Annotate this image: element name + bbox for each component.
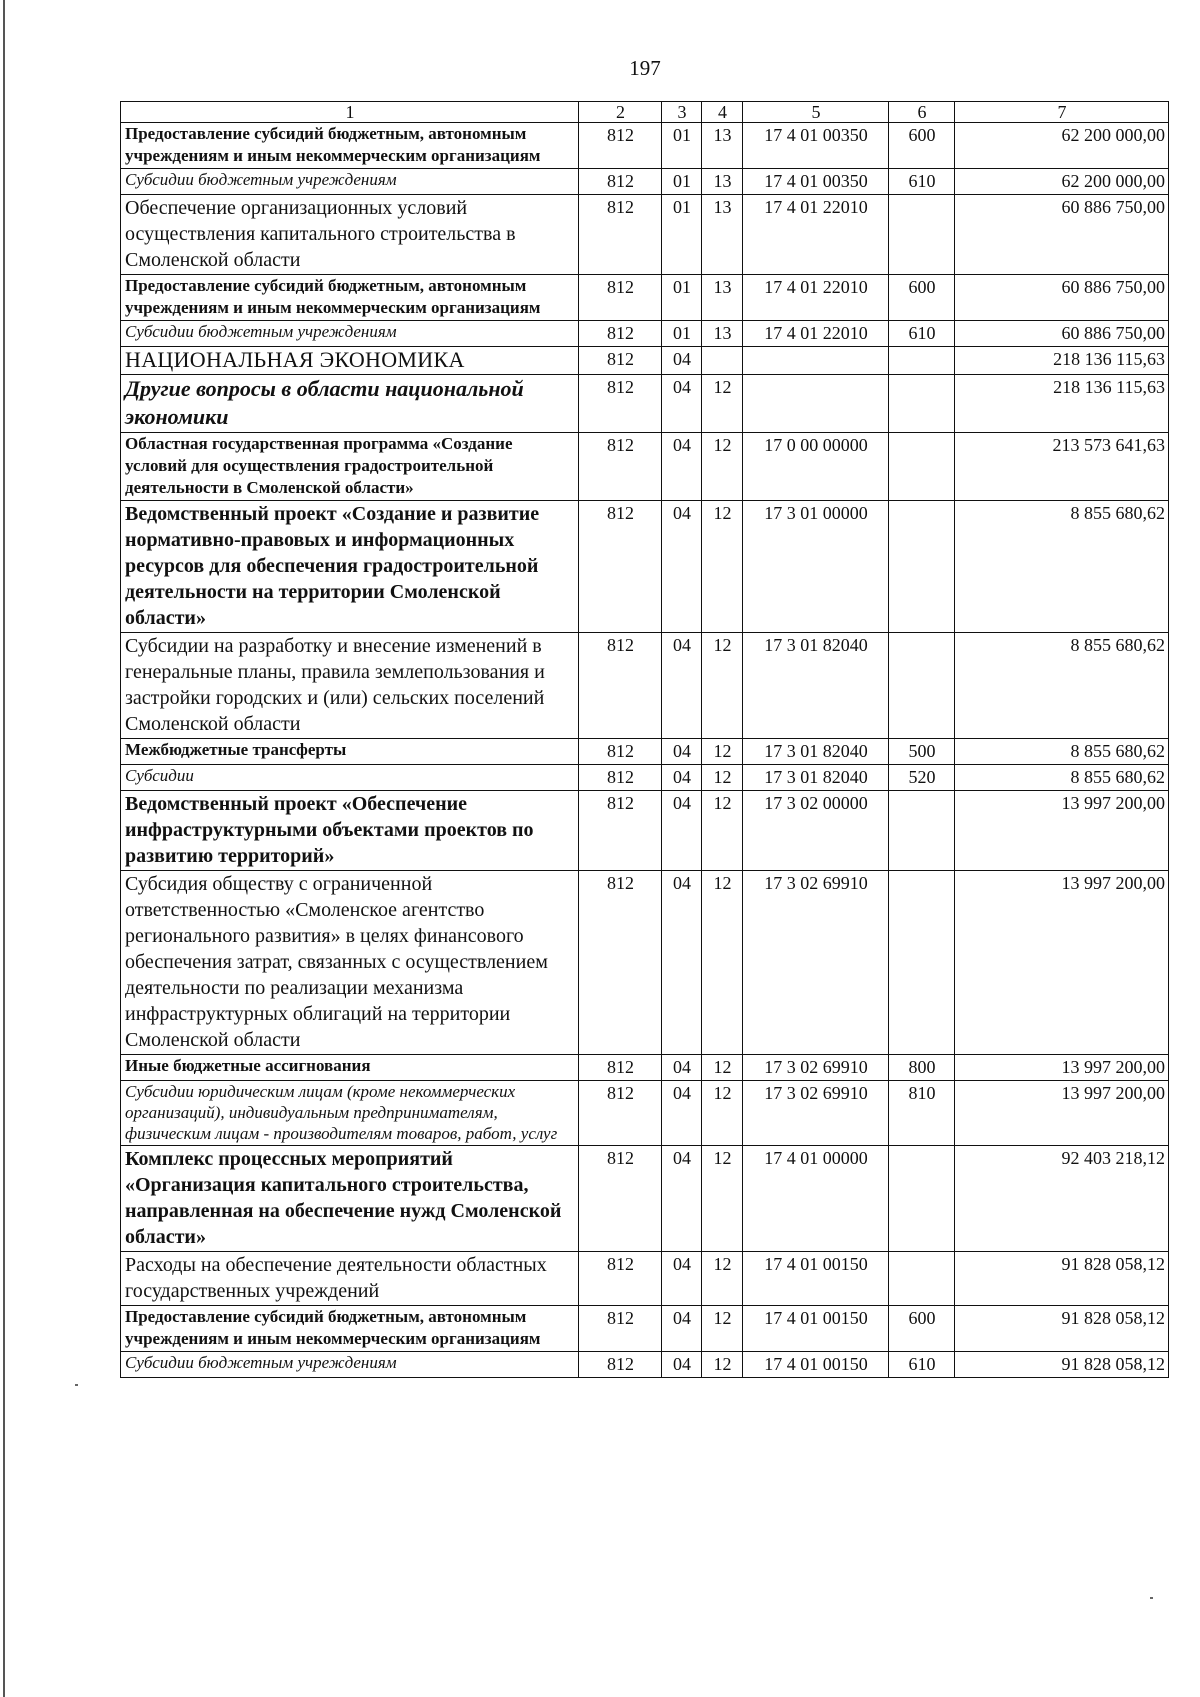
- code-vr-cell: [889, 347, 955, 375]
- amount-cell: 62 200 000,00: [955, 169, 1169, 195]
- code-csr-cell: 17 4 01 00350: [743, 123, 889, 169]
- code-gr-cell: 812: [579, 275, 662, 321]
- code-gr-cell: 812: [579, 195, 662, 275]
- code-gr-cell: 812: [579, 791, 662, 871]
- table-row: [121, 123, 1169, 169]
- code-gr-cell: 812: [579, 739, 662, 765]
- code-gr-cell: 812: [579, 123, 662, 169]
- amount-cell: 213 573 641,63: [955, 433, 1169, 501]
- code-gr-cell: 812: [579, 1352, 662, 1378]
- amount-cell: 91 828 058,12: [955, 1252, 1169, 1306]
- code-pr-cell: 12: [702, 1055, 743, 1081]
- code-vr-cell: 600: [889, 123, 955, 169]
- code-pr-cell: 12: [702, 375, 743, 433]
- code-rz-cell: 04: [662, 791, 702, 871]
- amount-cell: 8 855 680,62: [955, 501, 1169, 633]
- code-pr-cell: 12: [702, 1306, 743, 1352]
- code-gr-cell: 812: [579, 501, 662, 633]
- amount-cell: 92 403 218,12: [955, 1146, 1169, 1252]
- code-pr-cell: 12: [702, 1081, 743, 1146]
- item-name-cell: Субсидия обществу с ограниченной ответственностью «Смоленское агентство регионального развития» в целях финансового обеспечения затрат, связанных с осуществлением деятельности по реализации механизма инфраструктурных облигаций на территории Смоленской области: [121, 871, 579, 1055]
- code-vr-cell: [889, 375, 955, 433]
- code-csr-cell: 17 4 01 22010: [743, 275, 889, 321]
- code-pr-cell: 12: [702, 1146, 743, 1252]
- item-name-cell: Межбюджетные трансферты: [121, 739, 579, 765]
- code-vr-cell: 810: [889, 1081, 955, 1146]
- amount-cell: 60 886 750,00: [955, 195, 1169, 275]
- code-gr-cell: 812: [579, 1081, 662, 1146]
- table-row: [121, 633, 1169, 739]
- amount-cell: 91 828 058,12: [955, 1306, 1169, 1352]
- code-csr-cell: [743, 375, 889, 433]
- amount-cell: 91 828 058,12: [955, 1352, 1169, 1378]
- amount-cell: 13 997 200,00: [955, 1081, 1169, 1146]
- table-row: [121, 501, 1169, 633]
- header-cell: 7: [955, 102, 1169, 123]
- item-name-cell: Субсидии на разработку и внесение изменений в генеральные планы, правила землепользования и застройки городских и (или) сельских поселений Смоленской области: [121, 633, 579, 739]
- table-row: [121, 275, 1169, 321]
- header-cell: 3: [662, 102, 702, 123]
- table-row: [121, 739, 1169, 765]
- code-gr-cell: 812: [579, 347, 662, 375]
- item-name-cell: Субсидии юридическим лицам (кроме некоммерческих организаций), индивидуальным предпринимателям, физическим лицам - производителям товаров, работ, услуг: [121, 1081, 579, 1146]
- table-row: [121, 321, 1169, 347]
- code-vr-cell: 520: [889, 765, 955, 791]
- header-cell: 2: [579, 102, 662, 123]
- code-csr-cell: 17 3 01 82040: [743, 739, 889, 765]
- code-gr-cell: 812: [579, 871, 662, 1055]
- page-number: 197: [629, 56, 661, 80]
- code-rz-cell: 01: [662, 321, 702, 347]
- code-pr-cell: 12: [702, 1352, 743, 1378]
- code-csr-cell: 17 4 01 22010: [743, 321, 889, 347]
- code-pr-cell: 13: [702, 169, 743, 195]
- code-vr-cell: 610: [889, 321, 955, 347]
- item-name-cell: Субсидии бюджетным учреждениям: [121, 169, 579, 195]
- code-vr-cell: [889, 1146, 955, 1252]
- item-name-cell: Предоставление субсидий бюджетным, автономным учреждениям и иным некоммерческим организациям: [121, 1306, 579, 1352]
- code-vr-cell: [889, 871, 955, 1055]
- code-pr-cell: 12: [702, 633, 743, 739]
- code-gr-cell: 812: [579, 169, 662, 195]
- table-row: [121, 765, 1169, 791]
- code-csr-cell: [743, 347, 889, 375]
- code-pr-cell: 12: [702, 433, 743, 501]
- item-name-cell: Субсидии бюджетным учреждениям: [121, 321, 579, 347]
- code-rz-cell: 04: [662, 1352, 702, 1378]
- code-pr-cell: 13: [702, 123, 743, 169]
- header-cell: 6: [889, 102, 955, 123]
- item-name-cell: Областная государственная программа «Создание условий для осуществления градостроительной деятельности в Смоленской области»: [121, 433, 579, 501]
- code-rz-cell: 04: [662, 1055, 702, 1081]
- code-gr-cell: 812: [579, 321, 662, 347]
- code-vr-cell: [889, 501, 955, 633]
- code-pr-cell: 13: [702, 321, 743, 347]
- code-csr-cell: 17 3 01 82040: [743, 633, 889, 739]
- code-csr-cell: 17 3 02 69910: [743, 1055, 889, 1081]
- header-cell: 5: [743, 102, 889, 123]
- code-rz-cell: 04: [662, 1306, 702, 1352]
- code-csr-cell: 17 4 01 00150: [743, 1306, 889, 1352]
- table-row: [121, 1081, 1169, 1146]
- code-rz-cell: 04: [662, 501, 702, 633]
- code-csr-cell: 17 4 01 22010: [743, 195, 889, 275]
- code-pr-cell: 12: [702, 791, 743, 871]
- code-rz-cell: 04: [662, 1146, 702, 1252]
- code-vr-cell: [889, 195, 955, 275]
- code-gr-cell: 812: [579, 1055, 662, 1081]
- amount-cell: 8 855 680,62: [955, 633, 1169, 739]
- code-pr-cell: 12: [702, 871, 743, 1055]
- budget-table: [120, 101, 1169, 1378]
- table-row: [121, 1306, 1169, 1352]
- code-rz-cell: 01: [662, 123, 702, 169]
- code-csr-cell: 17 3 01 00000: [743, 501, 889, 633]
- code-pr-cell: 13: [702, 195, 743, 275]
- code-gr-cell: 812: [579, 1306, 662, 1352]
- code-csr-cell: 17 3 02 69910: [743, 1081, 889, 1146]
- code-vr-cell: [889, 1252, 955, 1306]
- table-row: [121, 1352, 1169, 1378]
- item-name-cell: Предоставление субсидий бюджетным, автономным учреждениям и иным некоммерческим организациям: [121, 275, 579, 321]
- code-vr-cell: 800: [889, 1055, 955, 1081]
- code-rz-cell: 04: [662, 871, 702, 1055]
- table-row: [121, 871, 1169, 1055]
- code-gr-cell: 812: [579, 1146, 662, 1252]
- code-pr-cell: 12: [702, 501, 743, 633]
- amount-cell: 62 200 000,00: [955, 123, 1169, 169]
- code-csr-cell: 17 4 01 00350: [743, 169, 889, 195]
- item-name-cell: Обеспечение организационных условий осуществления капитального строительства в Смоленской области: [121, 195, 579, 275]
- amount-cell: 13 997 200,00: [955, 871, 1169, 1055]
- item-name-cell: Другие вопросы в области национальной экономики: [121, 375, 579, 433]
- code-gr-cell: 812: [579, 633, 662, 739]
- code-vr-cell: 500: [889, 739, 955, 765]
- code-pr-cell: 12: [702, 1252, 743, 1306]
- code-gr-cell: 812: [579, 765, 662, 791]
- amount-cell: 218 136 115,63: [955, 347, 1169, 375]
- table-row: [121, 169, 1169, 195]
- code-csr-cell: 17 4 01 00150: [743, 1252, 889, 1306]
- code-vr-cell: 610: [889, 1352, 955, 1378]
- item-name-cell: Предоставление субсидий бюджетным, автономным учреждениям и иным некоммерческим организациям: [121, 123, 579, 169]
- table-header-row: [121, 102, 1169, 123]
- code-vr-cell: 600: [889, 1306, 955, 1352]
- header-cell: 4: [702, 102, 743, 123]
- code-vr-cell: 600: [889, 275, 955, 321]
- code-vr-cell: [889, 433, 955, 501]
- code-gr-cell: 812: [579, 1252, 662, 1306]
- code-rz-cell: 04: [662, 1081, 702, 1146]
- code-rz-cell: 04: [662, 765, 702, 791]
- code-rz-cell: 04: [662, 739, 702, 765]
- amount-cell: 8 855 680,62: [955, 739, 1169, 765]
- code-pr-cell: 12: [702, 765, 743, 791]
- code-pr-cell: 12: [702, 739, 743, 765]
- item-name-cell: НАЦИОНАЛЬНАЯ ЭКОНОМИКА: [121, 347, 579, 375]
- code-rz-cell: 04: [662, 375, 702, 433]
- table-row: [121, 195, 1169, 275]
- table-row: [121, 347, 1169, 375]
- code-csr-cell: 17 3 01 82040: [743, 765, 889, 791]
- code-gr-cell: 812: [579, 375, 662, 433]
- code-csr-cell: 17 3 02 00000: [743, 791, 889, 871]
- header-cell: 1: [121, 102, 579, 123]
- item-name-cell: Ведомственный проект «Создание и развитие нормативно-правовых и информационных ресурсов для обеспечения градостроительной деятельности на территории Смоленской области»: [121, 501, 579, 633]
- table-row: [121, 375, 1169, 433]
- item-name-cell: Ведомственный проект «Обеспечение инфраструктурными объектами проектов по развитию территорий»: [121, 791, 579, 871]
- amount-cell: 13 997 200,00: [955, 791, 1169, 871]
- item-name-cell: Субсидии: [121, 765, 579, 791]
- code-rz-cell: 01: [662, 195, 702, 275]
- code-rz-cell: 04: [662, 433, 702, 501]
- code-csr-cell: 17 4 01 00150: [743, 1352, 889, 1378]
- code-rz-cell: 04: [662, 347, 702, 375]
- code-csr-cell: 17 4 01 00000: [743, 1146, 889, 1252]
- item-name-cell: Иные бюджетные ассигнования: [121, 1055, 579, 1081]
- table-row: [121, 1055, 1169, 1081]
- item-name-cell: Расходы на обеспечение деятельности областных государственных учреждений: [121, 1252, 579, 1306]
- amount-cell: 13 997 200,00: [955, 1055, 1169, 1081]
- code-csr-cell: 17 0 00 00000: [743, 433, 889, 501]
- code-rz-cell: 04: [662, 633, 702, 739]
- code-pr-cell: [702, 347, 743, 375]
- code-vr-cell: [889, 791, 955, 871]
- code-rz-cell: 04: [662, 1252, 702, 1306]
- table-row: [121, 433, 1169, 501]
- amount-cell: 60 886 750,00: [955, 275, 1169, 321]
- code-vr-cell: [889, 633, 955, 739]
- scan-left-edge: [3, 0, 5, 1697]
- amount-cell: 8 855 680,62: [955, 765, 1169, 791]
- item-name-cell: Комплекс процессных мероприятий «Организация капитального строительства, направленная на обеспечение нужд Смоленской области»: [121, 1146, 579, 1252]
- table-row: [121, 791, 1169, 871]
- code-pr-cell: 13: [702, 275, 743, 321]
- code-gr-cell: 812: [579, 433, 662, 501]
- code-rz-cell: 01: [662, 169, 702, 195]
- amount-cell: 218 136 115,63: [955, 375, 1169, 433]
- code-csr-cell: 17 3 02 69910: [743, 871, 889, 1055]
- scan-speck: [1150, 1597, 1153, 1599]
- code-vr-cell: 610: [889, 169, 955, 195]
- code-rz-cell: 01: [662, 275, 702, 321]
- amount-cell: 60 886 750,00: [955, 321, 1169, 347]
- scan-speck: [75, 1384, 78, 1386]
- table-row: [121, 1146, 1169, 1252]
- table-row: [121, 1252, 1169, 1306]
- item-name-cell: Субсидии бюджетным учреждениям: [121, 1352, 579, 1378]
